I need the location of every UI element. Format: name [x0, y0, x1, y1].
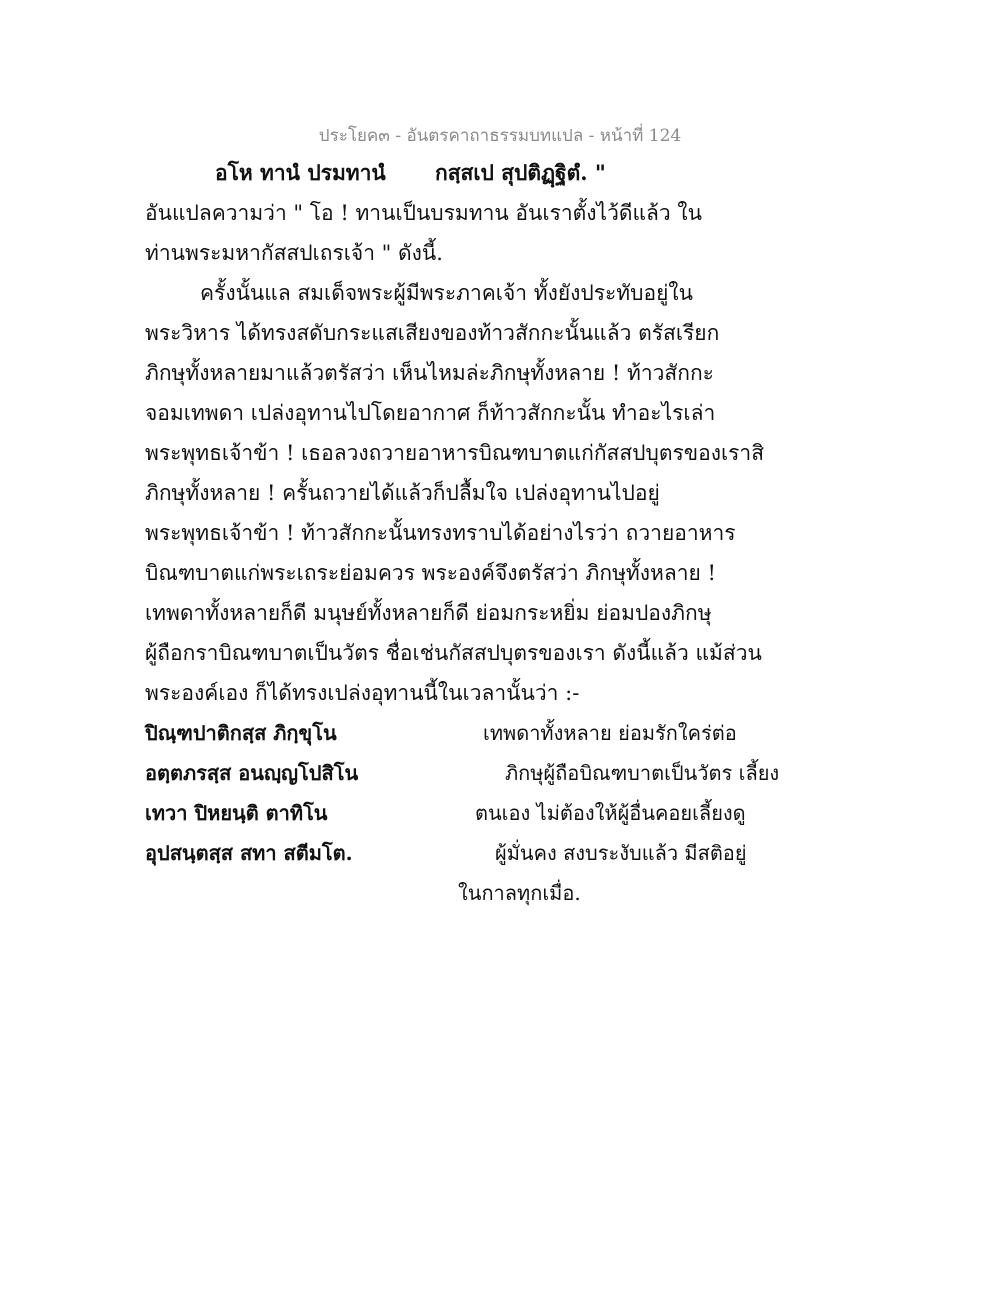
body-line: ภิกษุทั้งหลาย ! ครั้นถวายได้แล้วก็ปลื้มใจ เปล่งอุทานไปอยู่	[145, 481, 660, 505]
body-line: อันแปลความว่า " โอ ! ทานเป็นบรมทาน อันเราตั้งไว้ดีแล้ว ใน	[145, 201, 703, 225]
body-line: จอมเทพดา เปล่งอุทานไปโดยอากาศ ก็ท้าวสักกะนั้น ทำอะไรเล่า	[145, 401, 716, 425]
verse-pali-line: เทวา ปิหยนฺติ ตาทิโน	[145, 801, 328, 825]
body-line: พระวิหาร ได้ทรงสดับกระแสเสียงของท้าวสักกะนั้นแล้ว ตรัสเรียก	[145, 321, 720, 345]
verse-pali-line: อตฺตภรสฺส อนญฺญโปสิโน	[145, 761, 359, 785]
verse-pali-line: อุปสนฺตสฺส สทา สตีมโต.	[145, 841, 353, 865]
body-line: ครั้งนั้นแล สมเด็จพระผู้มีพระภาคเจ้า ทั้งยังประทับอยู่ใน	[200, 281, 693, 305]
body-line: เทพดาทั้งหลายก็ดี มนุษย์ทั้งหลายก็ดี ย่อมกระหยิ่ม ย่อมปองภิกษุ	[145, 601, 712, 625]
body-line: ผู้ถือกราบิณฑบาตเป็นวัตร ชื่อเช่นกัสสปบุตรของเรา ดังนี้แล้ว แม้ส่วน	[145, 641, 762, 665]
verse-thai-line: ผู้มั่นคง สงบระงับแล้ว มีสติอยู่	[495, 841, 747, 865]
verse-thai-line: ภิกษุผู้ถือบิณฑบาตเป็นวัตร เลี้ยง	[505, 761, 780, 785]
verse-thai-line: เทพดาทั้งหลาย ย่อมรักใคร่ต่อ	[483, 721, 737, 745]
body-line: ท่านพระมหากัสสปเถรเจ้า " ดังนี้.	[145, 241, 443, 265]
body-line: ภิกษุทั้งหลายมาแล้วตรัสว่า เห็นไหมล่ะภิกษุทั้งหลาย ! ท้าวสักกะ	[145, 361, 714, 385]
verse-tail-line: ในกาลทุกเมื่อ.	[458, 881, 581, 905]
body-line: บิณฑบาตแก่พระเถระย่อมควร พระองค์จึงตรัสว่า ภิกษุทั้งหลาย !	[145, 561, 716, 585]
body-line: พระพุทธเจ้าข้า ! เธอลวงถวายอาหารบิณฑบาตแก่กัสสปบุตรของเราสิ	[145, 441, 765, 465]
body-line: พระองค์เอง ก็ได้ทรงเปล่งอุทานนี้ในเวลานั้นว่า :-	[145, 681, 580, 705]
verse-intro-part1: อโห ทานํ ปรมทานํ	[215, 160, 386, 185]
verse-pali-line: ปิณฺฑปาติกสฺส ภิกฺขุโน	[145, 721, 337, 745]
verse-intro-part2: กสฺสเป สุปติฏฺฐิตํ. "	[435, 160, 606, 185]
verse-thai-line: ตนเอง ไม่ต้องให้ผู้อื่นคอยเลี้ยงดู	[475, 801, 746, 825]
page-header: ประโยค๓ - อันตรคาถาธรรมบทแปล - หน้าที่ 124	[318, 126, 682, 146]
body-line: พระพุทธเจ้าข้า ! ท้าวสักกะนั้นทรงทราบได้อย่างไรว่า ถวายอาหาร	[145, 521, 736, 545]
